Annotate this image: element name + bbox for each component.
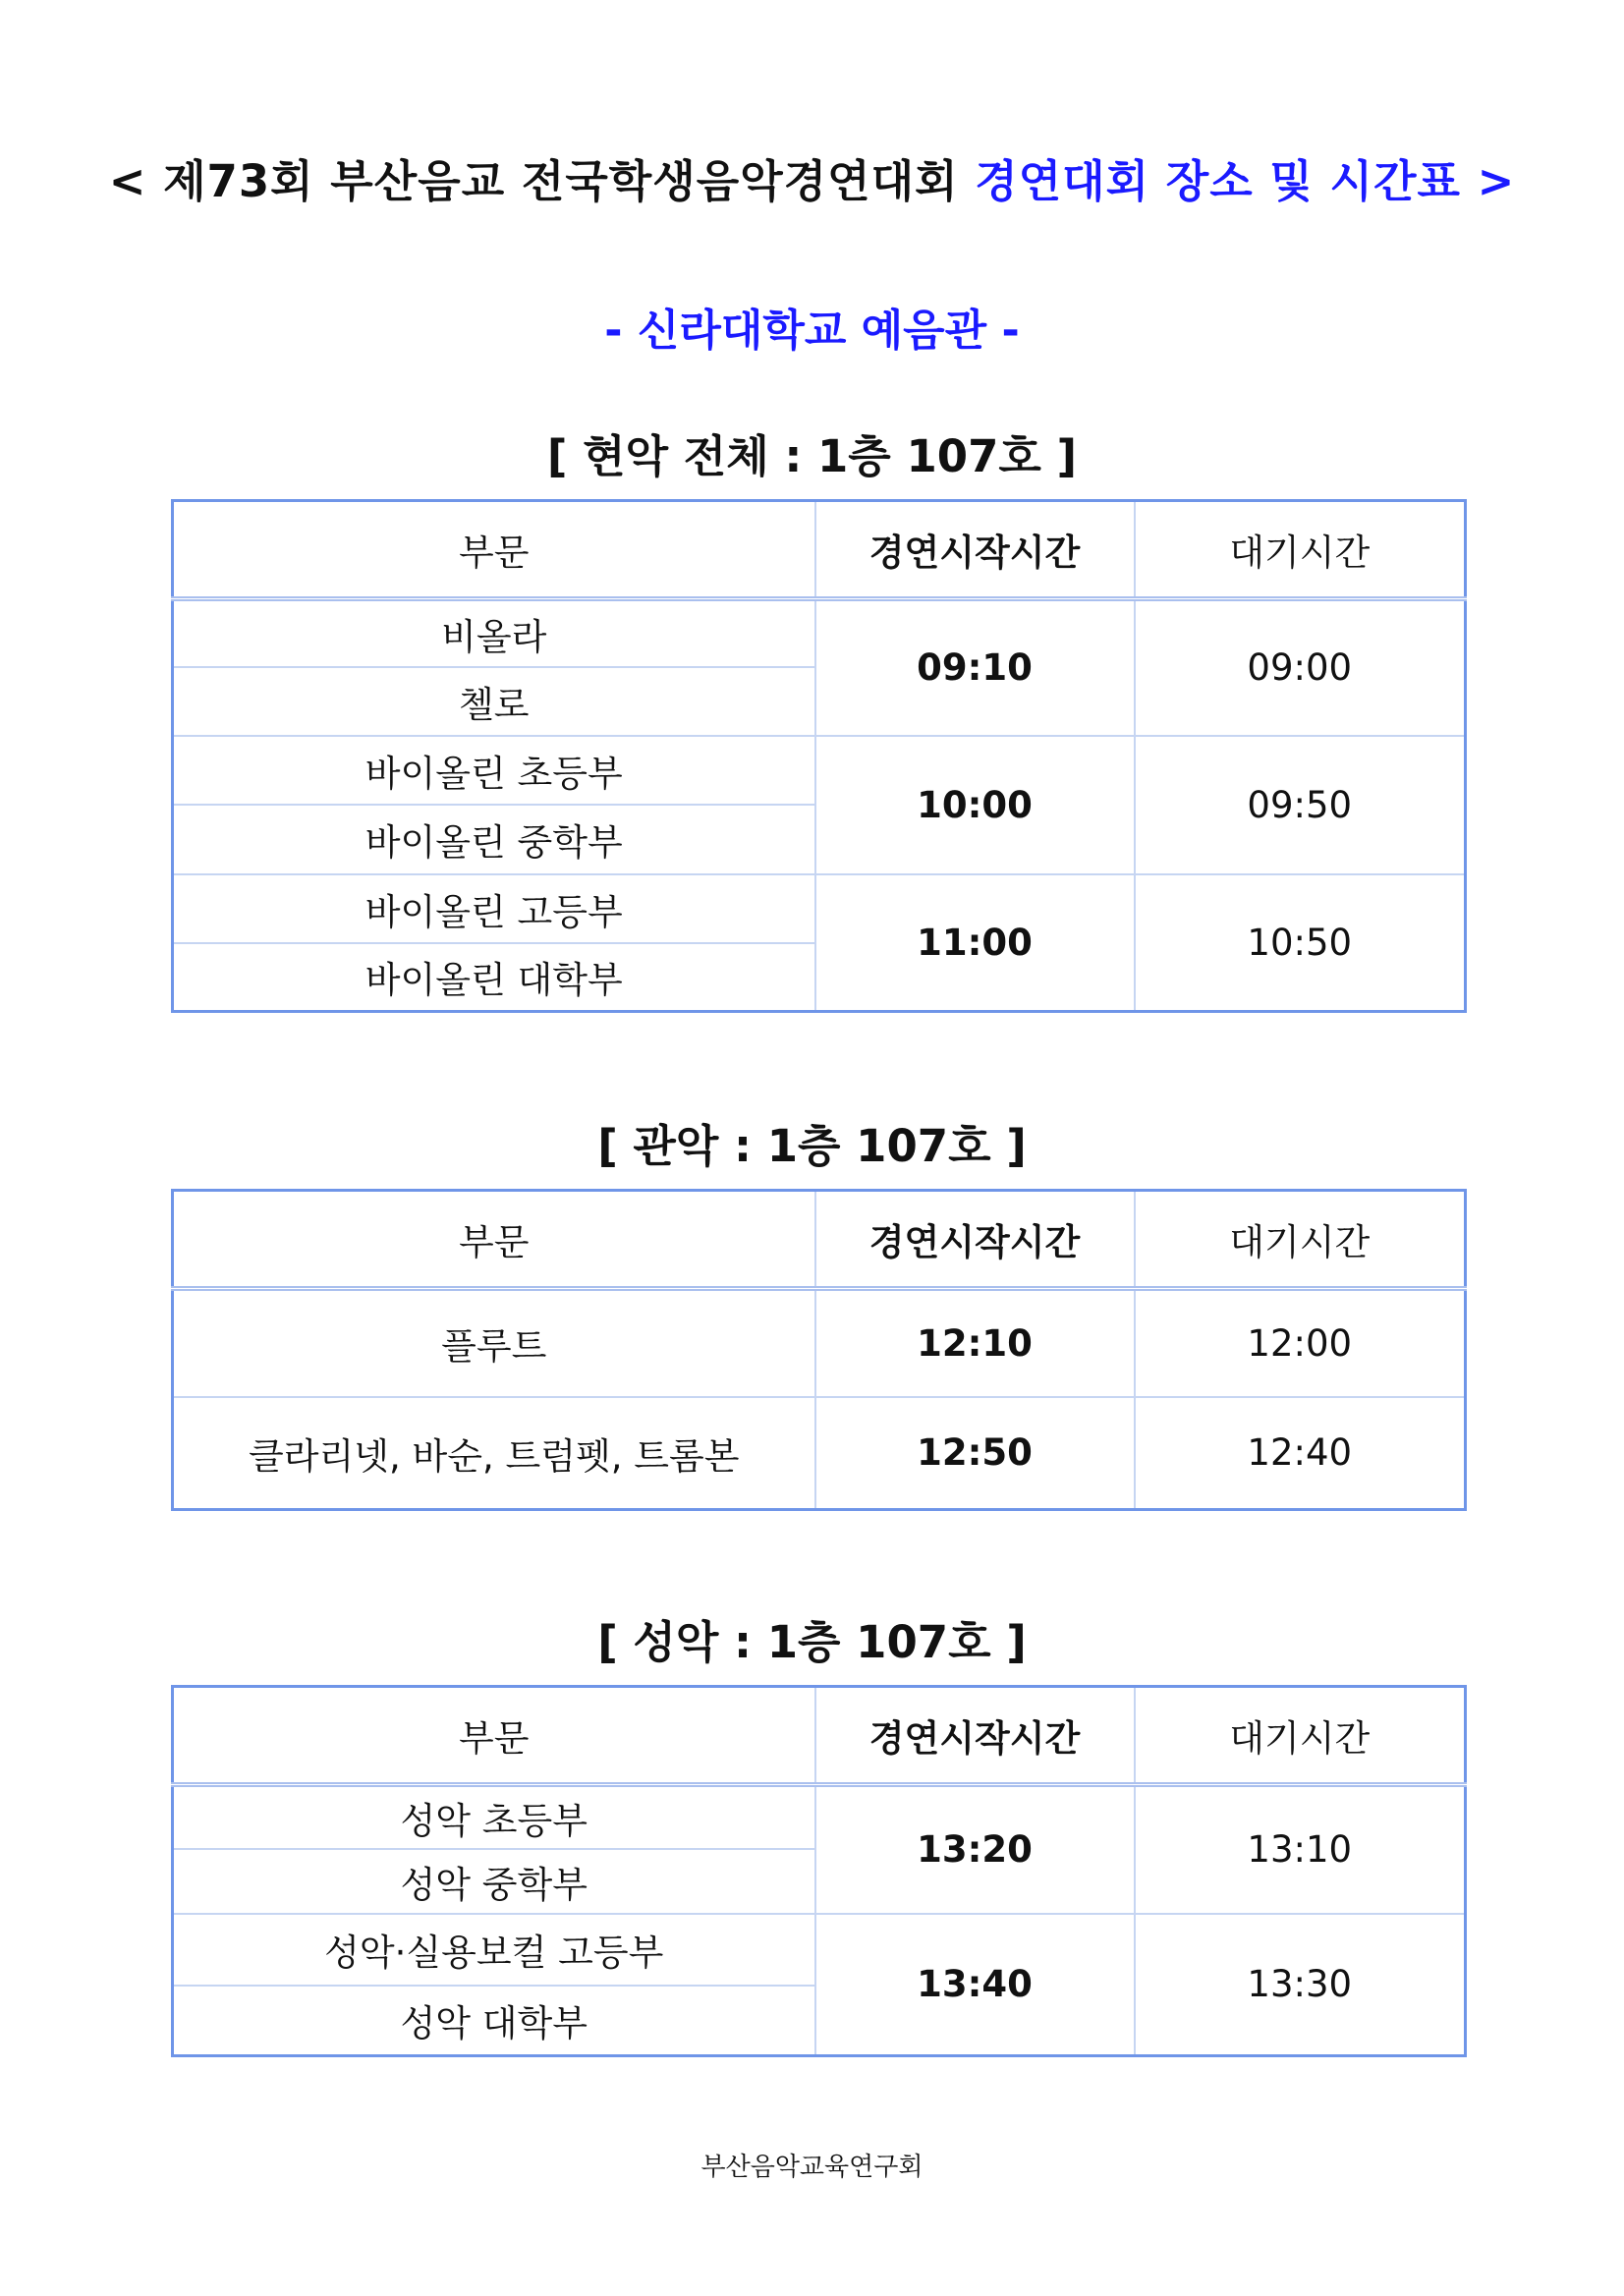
header-division: 부문 [173, 501, 815, 599]
header-start-time: 경연시작시간 [815, 501, 1135, 599]
table-row [173, 1914, 1466, 1986]
venue-title: - 신라대학교 예음관 - [604, 306, 1020, 356]
wait-time-cell: 10:50 [1135, 874, 1466, 1012]
start-time-cell: 12:50 [815, 1397, 1135, 1510]
division-cell: 첼로 [173, 667, 815, 736]
table-row [173, 736, 1466, 805]
start-time-cell: 09:10 [815, 599, 1135, 736]
footer-organization: 부산음악교육연구회 [700, 2153, 924, 2182]
wait-time-cell: 13:10 [1135, 1785, 1466, 1914]
header-wait-time: 대기시간 [1135, 1687, 1466, 1785]
section-title-strings: [ 현악 전체 : 1층 107호 ] [546, 430, 1078, 482]
division-cell: 성악 초등부 [173, 1785, 815, 1849]
section-title-winds: [ 관악 : 1층 107호 ] [597, 1120, 1027, 1172]
table-row [173, 1397, 1466, 1510]
division-cell: 성악 대학부 [173, 1986, 815, 2056]
schedule-table-strings [171, 499, 1467, 1013]
division-cell: 성악 중학부 [173, 1849, 815, 1914]
division-cell: 바이올린 고등부 [173, 874, 815, 943]
section-title-vocal: [ 성악 : 1층 107호 ] [597, 1616, 1027, 1668]
wait-time-cell: 12:40 [1135, 1397, 1466, 1510]
wait-time-cell: 13:30 [1135, 1914, 1466, 2056]
table-header-row [173, 1191, 1466, 1289]
title-main: < 제73회 부산음교 전국학생음악경연대회 [108, 155, 976, 207]
table-row [173, 1785, 1466, 1849]
division-cell: 성악·실용보컬 고등부 [173, 1914, 815, 1986]
table-row [173, 599, 1466, 667]
header-division: 부문 [173, 1191, 815, 1289]
header-wait-time: 대기시간 [1135, 1191, 1466, 1289]
start-time-cell: 11:00 [815, 874, 1135, 1012]
start-time-cell: 13:40 [815, 1914, 1135, 2056]
division-cell: 바이올린 중학부 [173, 805, 815, 874]
wait-time-cell: 09:50 [1135, 736, 1466, 874]
table-row [173, 874, 1466, 943]
schedule-table-winds [171, 1189, 1467, 1511]
header-start-time: 경연시작시간 [815, 1687, 1135, 1785]
table-header-row [173, 501, 1466, 599]
start-time-cell: 12:10 [815, 1289, 1135, 1397]
division-cell: 바이올린 대학부 [173, 943, 815, 1012]
table-row [173, 1289, 1466, 1397]
header-wait-time: 대기시간 [1135, 501, 1466, 599]
wait-time-cell: 09:00 [1135, 599, 1466, 736]
start-time-cell: 10:00 [815, 736, 1135, 874]
division-cell: 클라리넷, 바순, 트럼펫, 트롬본 [173, 1397, 815, 1510]
header-division: 부문 [173, 1687, 815, 1785]
division-cell: 비올라 [173, 599, 815, 667]
title-highlight: 경연대회 장소 및 시간표 > [975, 155, 1516, 207]
table-header-row [173, 1687, 1466, 1785]
page-title [0, 145, 1624, 209]
start-time-cell: 13:20 [815, 1785, 1135, 1914]
header-start-time: 경연시작시간 [815, 1191, 1135, 1289]
wait-time-cell: 12:00 [1135, 1289, 1466, 1397]
schedule-table-vocal [171, 1685, 1467, 2057]
division-cell: 플루트 [173, 1289, 815, 1397]
division-cell: 바이올린 초등부 [173, 736, 815, 805]
